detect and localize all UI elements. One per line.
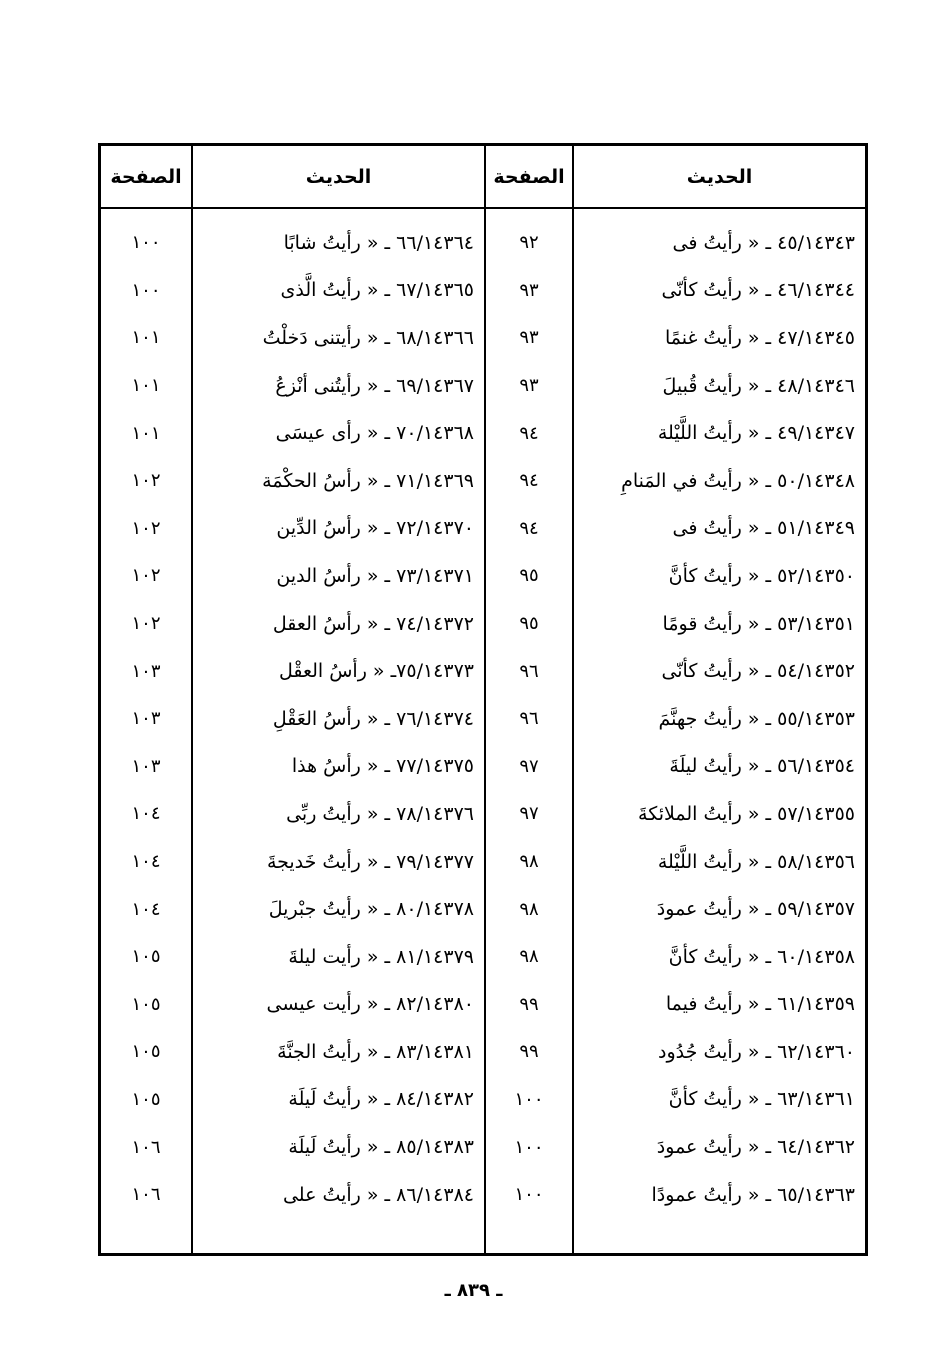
left-hadith-header: الحديث <box>193 146 484 209</box>
right-page-number: ٩٤ <box>519 517 539 539</box>
left-page-number: ١٠٣ <box>131 708 161 730</box>
right-hadith-entry: ٤٩/١٤٣٤٧ ـ « رأيتُ اللَّيْلة <box>657 422 855 445</box>
right-page-number: ٩٩ <box>519 993 539 1015</box>
left-page-number: ١٠٣ <box>131 660 161 682</box>
left-page-number: ١٠١ <box>131 375 161 397</box>
right-page-number: ٩٧ <box>519 755 539 777</box>
right-page-number: ٩٥ <box>519 565 539 587</box>
left-hadith-entry: ٨٤/١٤٣٨٢ ـ « رأيتُ لَيلَة <box>288 1088 474 1111</box>
right-hadith-entry: ٥٨/١٤٣٥٦ ـ « رأيتُ اللَّيْلة <box>657 850 855 873</box>
right-hadith-entry: ٥٦/١٤٣٥٤ ـ « رأيتُ ليلَةَ <box>669 755 855 778</box>
right-page-number: ١٠٠ <box>514 1136 544 1158</box>
left-page-number: ١٠٣ <box>131 755 161 777</box>
left-hadith-entry: ٧٣/١٤٣٧١ ـ « رأسُ الدين <box>276 564 474 587</box>
left-hadith-column <box>191 146 484 1253</box>
left-hadith-entry: ٦٧/١٤٣٦٥ ـ « رأيتُ الَّذى <box>280 279 474 302</box>
left-page-number: ١٠٥ <box>131 946 161 968</box>
left-hadith-entry: ٦٩/١٤٣٦٧ ـ « رأيتُنى أنْزعُ <box>275 374 474 397</box>
right-page-number: ١٠٠ <box>514 1088 544 1110</box>
left-hadith-entry: ٨٠/١٤٣٧٨ ـ « رأيتُ جبْريلَ <box>268 898 474 921</box>
right-page-number: ٩٨ <box>519 898 539 920</box>
left-page-number: ١٠٠ <box>131 232 161 254</box>
right-page-number: ٩٥ <box>519 613 539 635</box>
left-hadith-entry: ٦٨/١٤٣٦٦ ـ « رأيتنى دَخلْتُ <box>262 326 474 349</box>
right-hadith-entry: ٦٢/١٤٣٦٠ ـ « رأيتُ جُدُود <box>658 1040 855 1063</box>
right-hadith-entry: ٤٨/١٤٣٤٦ ـ « رأيتُ قُبيلَ <box>662 374 855 397</box>
left-hadith-entry: ٧٦/١٤٣٧٤ ـ « رأسُ العَقْلِ <box>272 707 474 730</box>
right-hadith-entry: ٦٣/١٤٣٦١ ـ « رأيتُ كأنَّ <box>668 1088 855 1111</box>
right-hadith-entry: ٤٧/١٤٣٤٥ ـ « رأيتُ غنمًا <box>664 326 855 349</box>
right-hadith-column <box>572 146 865 1253</box>
left-page-number: ١٠٤ <box>131 898 161 920</box>
right-page-number: ٩٢ <box>519 232 539 254</box>
right-hadith-entry: ٦٠/١٤٣٥٨ ـ « رأيتُ كأنَّ <box>668 945 855 968</box>
left-hadith-entry: ٨٢/١٤٣٨٠ ـ « رأيت عيسى <box>266 993 474 1016</box>
right-hadith-entry: ٥١/١٤٣٤٩ ـ « رأيتُ فى <box>672 517 855 540</box>
right-hadith-entry: ٥٠/١٤٣٤٨ ـ « رأيتُ في المَنامِ <box>621 469 855 492</box>
left-hadith-entry: ٨١/١٤٣٧٩ ـ « رأيت ليلةَ <box>288 945 474 968</box>
left-page-number: ١٠١ <box>131 422 161 444</box>
left-page-number: ١٠٢ <box>131 613 161 635</box>
right-hadith-entry: ٥٤/١٤٣٥٢ ـ « رأيتُ كأنّى <box>661 660 855 683</box>
left-page-number: ١٠٢ <box>131 517 161 539</box>
left-page-number: ١٠٢ <box>131 470 161 492</box>
right-page-number: ٩٦ <box>519 708 539 730</box>
right-page-column <box>484 146 572 1253</box>
left-page-header: الصفحة <box>101 146 191 209</box>
right-hadith-rows <box>574 219 865 1218</box>
left-page-number: ١٠١ <box>131 327 161 349</box>
left-page-number: ١٠٥ <box>131 993 161 1015</box>
left-page-number: ١٠٤ <box>131 803 161 825</box>
right-page-number: ٩٨ <box>519 851 539 873</box>
left-hadith-entry: ٧٠/١٤٣٦٨ ـ « رأى عيسَى <box>275 422 474 445</box>
right-page-header: الصفحة <box>486 146 572 209</box>
right-hadith-entry: ٦١/١٤٣٥٩ ـ « رأيتُ فيما <box>665 993 855 1016</box>
right-page-number: ٩٣ <box>519 375 539 397</box>
left-page-rows <box>101 219 191 1218</box>
right-page-number: ١٠٠ <box>514 1184 544 1206</box>
right-hadith-entry: ٥٧/١٤٣٥٥ ـ « رأيتُ الملائكةَ <box>638 802 855 825</box>
left-page-number: ١٠٥ <box>131 1088 161 1110</box>
right-page-number: ٩٩ <box>519 1041 539 1063</box>
hadith-index-table <box>98 143 868 1256</box>
left-hadith-entry: ٧٢/١٤٣٧٠ ـ « رأسُ الدِّين <box>276 517 474 540</box>
right-hadith-entry: ٥٩/١٤٣٥٧ ـ « رأيتُ عمودَ <box>656 898 855 921</box>
left-hadith-entry: ٨٥/١٤٣٨٣ ـ « رأيتُ لَيلَة <box>288 1136 474 1159</box>
right-page-number: ٩٦ <box>519 660 539 682</box>
right-page-number: ٩٣ <box>519 279 539 301</box>
right-hadith-entry: ٥٥/١٤٣٥٣ ـ « رأيتُ جهنَّمَ <box>658 707 855 730</box>
left-page-number: ١٠٢ <box>131 565 161 587</box>
left-hadith-entry: ٧٨/١٤٣٧٦ ـ « رأيتُ ربِّى <box>286 802 474 825</box>
right-hadith-header: الحديث <box>574 146 865 209</box>
right-hadith-entry: ٤٥/١٤٣٤٣ ـ « رأيتُ فى <box>672 231 855 254</box>
right-page-number: ٩٤ <box>519 470 539 492</box>
page-number-footer: ـ ٨٣٩ ـ <box>444 1280 503 1301</box>
left-hadith-entry: ٧٤/١٤٣٧٢ ـ « رأسُ العقل <box>272 612 474 635</box>
left-page-column <box>101 146 191 1253</box>
left-hadith-entry: ٧٩/١٤٣٧٧ ـ « رأيتُ خَديجةَ <box>266 850 474 873</box>
left-page-number: ١٠٥ <box>131 1041 161 1063</box>
right-page-number: ٩٤ <box>519 422 539 444</box>
right-hadith-entry: ٦٥/١٤٣٦٣ ـ « رأيتُ عمودًا <box>651 1183 855 1206</box>
left-hadith-entry: ٦٦/١٤٣٦٤ ـ « رأيتُ شابًا <box>283 231 474 254</box>
left-page-number: ١٠٠ <box>131 279 161 301</box>
right-page-number: ٩٣ <box>519 327 539 349</box>
left-hadith-rows <box>193 219 484 1218</box>
left-hadith-entry: ٨٦/١٤٣٨٤ ـ « رأيتُ على <box>282 1183 474 1206</box>
left-hadith-entry: ٧٥/١٤٣٧٣ـ « رأسُ العقْل <box>278 660 474 683</box>
left-page-number: ١٠٤ <box>131 851 161 873</box>
right-page-number: ٩٧ <box>519 803 539 825</box>
right-page-number: ٩٨ <box>519 946 539 968</box>
right-hadith-entry: ٤٦/١٤٣٤٤ ـ « رأيتُ كأنّى <box>661 279 855 302</box>
left-hadith-entry: ٧٧/١٤٣٧٥ ـ « رأسُ هذا <box>291 755 474 778</box>
right-hadith-entry: ٥٣/١٤٣٥١ ـ « رأيتُ قومًا <box>662 612 855 635</box>
left-hadith-entry: ٨٣/١٤٣٨١ ـ « رأيتُ الجنَّةَ <box>277 1040 474 1063</box>
left-hadith-entry: ٧١/١٤٣٦٩ ـ « رأسُ الحكْمَة <box>262 469 474 492</box>
right-hadith-entry: ٥٢/١٤٣٥٠ ـ « رأيتُ كأنَّ <box>668 564 855 587</box>
left-page-number: ١٠٦ <box>131 1136 161 1158</box>
right-hadith-entry: ٦٤/١٤٣٦٢ ـ « رأيتُ عمودَ <box>656 1136 855 1159</box>
right-page-rows <box>486 219 572 1218</box>
left-page-number: ١٠٦ <box>131 1184 161 1206</box>
